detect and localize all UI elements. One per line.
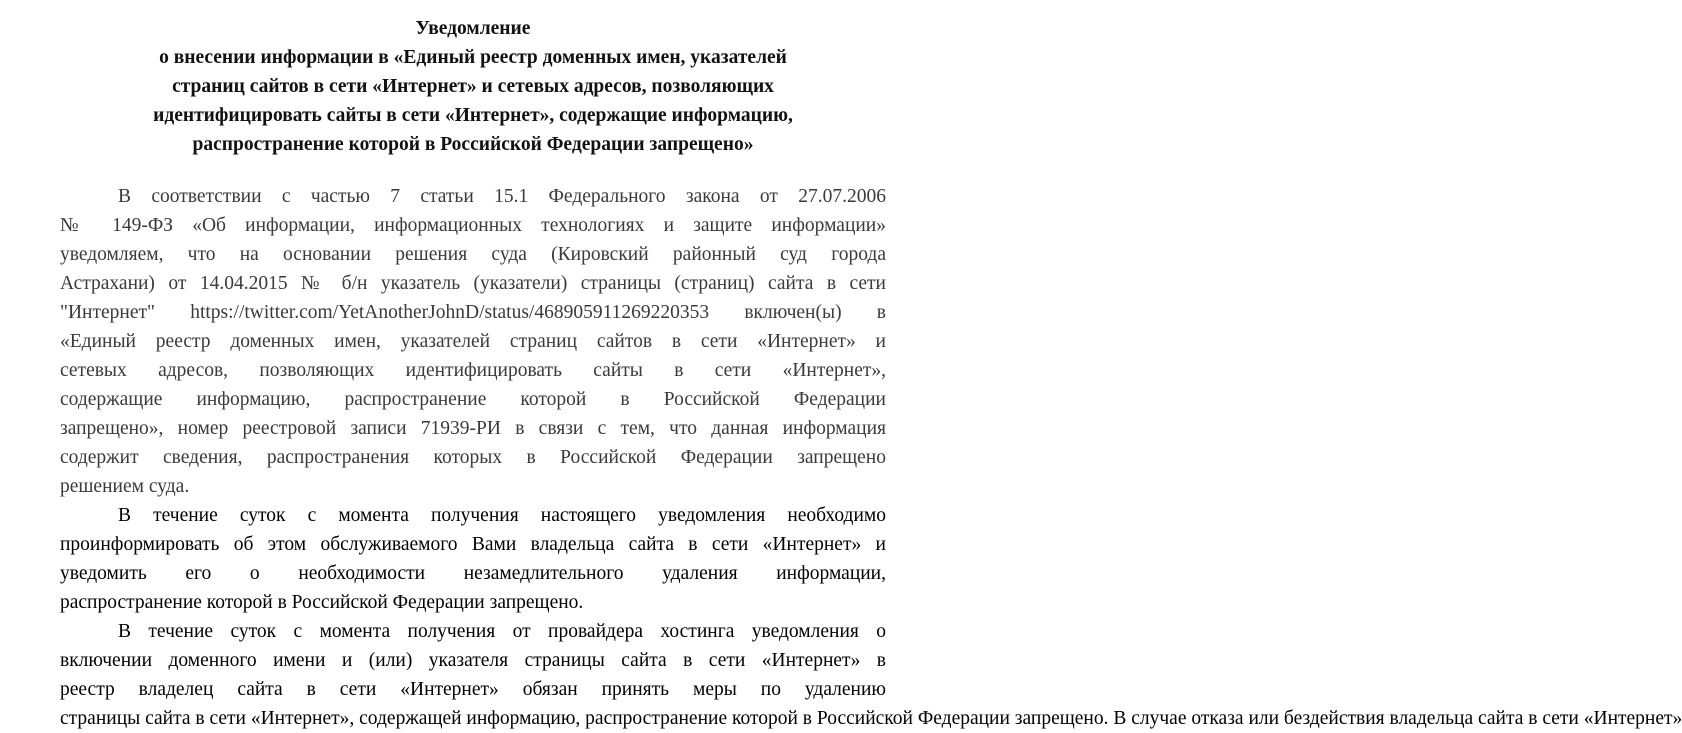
text-line: Астрахани) от 14.04.2015 № б/н указатель (указатели) страницы (страниц) сайта в сети: [60, 273, 886, 294]
text-line: реестр владелец сайта в сети «Интернет» обязан принять меры по удалению: [60, 679, 886, 700]
paragraph-notice: [60, 182, 886, 501]
text-line: проинформировать об этом обслуживаемого Вами владельца сайта в сети «Интернет» и: [60, 534, 886, 555]
title-line: о внесении информации в «Единый реестр доменных имен, указателей: [159, 47, 787, 68]
text-line: содержит сведения, распространения которых в Российской Федерации запрещено: [60, 447, 886, 468]
text-line: В соответствии с частью 7 статьи 15.1 Федерального закона от 27.07.2006: [118, 186, 886, 207]
text-line: В течение суток с момента получения настоящего уведомления необходимо: [118, 505, 886, 526]
text-line: сетевых адресов, позволяющих идентифицировать сайты в сети «Интернет»,: [60, 360, 886, 381]
text-line: «Единый реестр доменных имен, указателей страниц сайтов в сети «Интернет» и: [60, 331, 886, 352]
text-line: № 149-ФЗ «Об информации, информационных технологиях и защите информации»: [60, 215, 886, 236]
text-line: содержащие информацию, распространение которой в Российской Федерации: [60, 389, 886, 410]
paragraph-hosting-duty: [60, 501, 886, 617]
text-line: запрещено», номер реестровой записи 71939-РИ в связи с тем, что данная информация: [60, 418, 886, 439]
text-line: уведомить его о необходимости незамедлительного удаления информации,: [60, 563, 886, 584]
text-line: распространение которой в Российской Федерации запрещено.: [60, 592, 584, 613]
title-line: идентифицировать сайты в сети «Интернет», содержащие информацию,: [153, 105, 793, 126]
title-line: распространение которой в Российской Федерации запрещено»: [192, 134, 754, 155]
title-line: Уведомление: [415, 18, 531, 39]
text-line: "Интернет" https://twitter.com/YetAnotherJohnD/status/468905911269220353 включен(ы) в: [60, 302, 886, 323]
document-body: [60, 182, 1682, 733]
text-line: решением суда.: [60, 476, 190, 497]
paragraph-owner-duty: [60, 617, 1682, 733]
text-line: страницы сайта в сети «Интернет», содержащей информацию, распространение которой в Российской Федерации запрещено. В случае отказа или бездействия владельца сайта в сети «Интернет»: [60, 708, 1682, 729]
text-line: включении доменного имени и (или) указателя страницы сайта в сети «Интернет» в: [60, 650, 886, 671]
text-line: уведомляем, что на основании решения суда (Кировский районный суд города: [60, 244, 886, 265]
document-title: [60, 14, 886, 159]
title-line: страниц сайтов в сети «Интернет» и сетевых адресов, позволяющих: [172, 76, 774, 97]
text-line: В течение суток с момента получения от провайдера хостинга уведомления о: [118, 621, 886, 642]
